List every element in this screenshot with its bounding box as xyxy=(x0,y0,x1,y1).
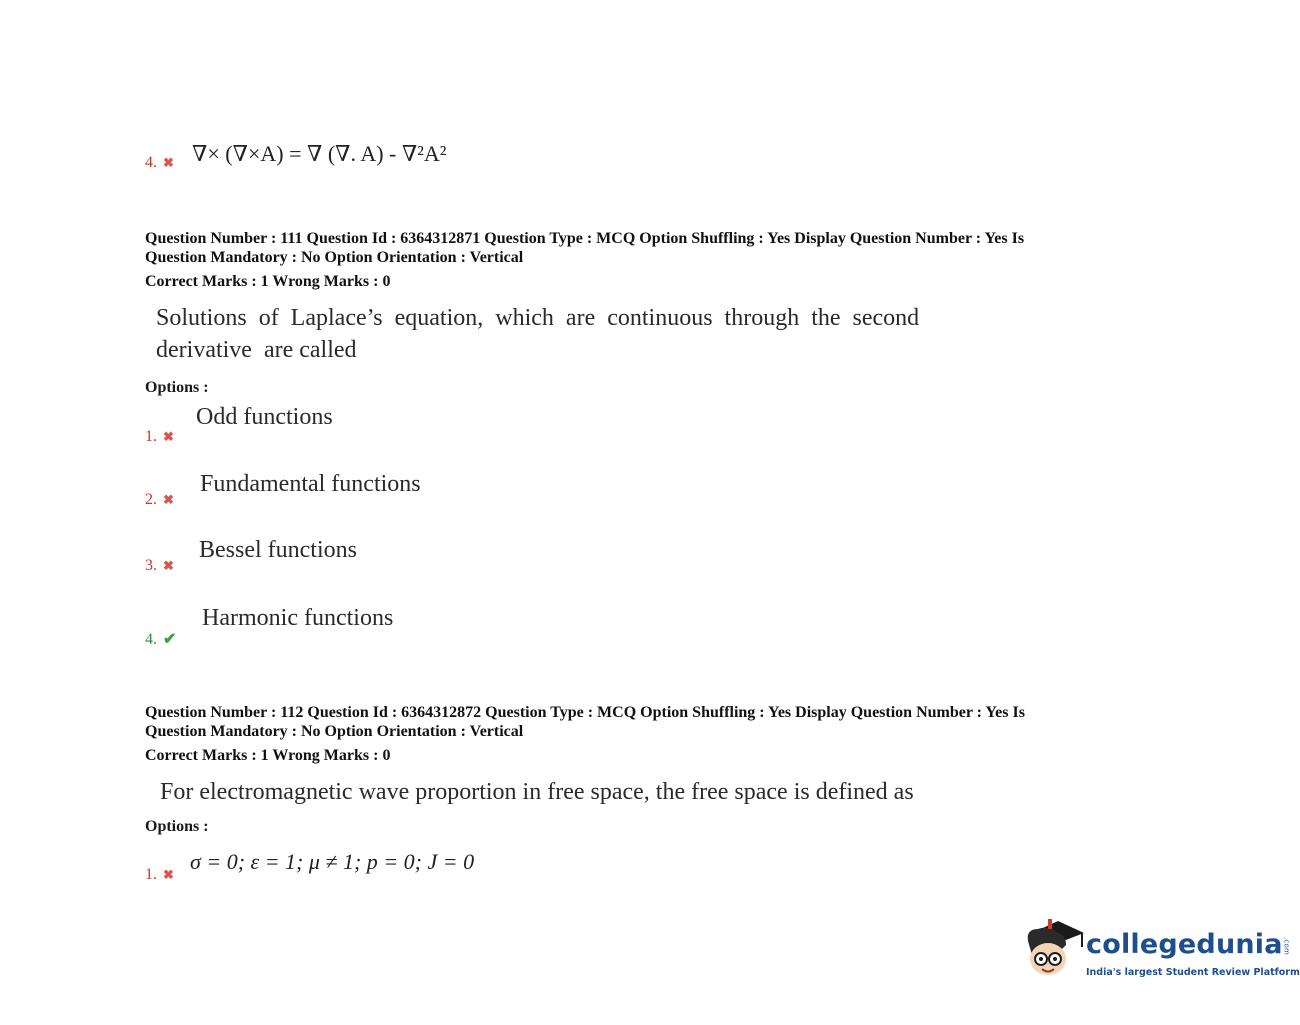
mascot-icon xyxy=(1022,915,1084,987)
option-number: 3. xyxy=(145,557,157,574)
q111-question-line1: Solutions of Laplace’s equation, which are continuous through the second xyxy=(156,305,920,331)
q111-meta-line1: Question Number : 111 Question Id : 6364312871 Question Type : MCQ Option Shuffling : Yes Display Question Number : Yes Is xyxy=(145,230,1025,247)
q112-question: For electromagnetic wave proportion in free space, the free space is defined as xyxy=(160,779,914,805)
q112-marks: Correct Marks : 1 Wrong Marks : 0 xyxy=(145,747,391,764)
logo-tagline: India's largest Student Review Platform xyxy=(1086,967,1300,978)
q111-option-2-number xyxy=(145,491,174,509)
logo-suffix: .com xyxy=(1282,936,1291,955)
q111-option-3-text: Bessel functions xyxy=(199,537,357,563)
option-number: 2. xyxy=(145,491,157,508)
prev-option-4-number xyxy=(145,154,174,172)
option-number: 1. xyxy=(145,866,157,883)
logo-name: collegedunia xyxy=(1086,929,1283,960)
collegedunia-logo xyxy=(1022,915,1300,995)
q111-option-3-number xyxy=(145,557,174,575)
q111-question-line2: derivative are called xyxy=(156,337,357,363)
q111-marks: Correct Marks : 1 Wrong Marks : 0 xyxy=(145,273,391,290)
prev-option-4-text: ∇× (∇×A) = ∇ (∇. A) - ∇²A² xyxy=(192,141,447,166)
q112-options-label: Options : xyxy=(145,818,209,835)
logo-wordmark xyxy=(1086,929,1291,960)
q111-option-2-text: Fundamental functions xyxy=(200,471,421,497)
check-mark-icon: ✔ xyxy=(163,631,177,648)
q111-question xyxy=(156,302,976,366)
q111-options-label: Options : xyxy=(145,379,209,396)
wrong-mark-icon: ✖ xyxy=(163,429,174,444)
q111-option-1-text: Odd functions xyxy=(196,404,333,430)
q111-option-4-text: Harmonic functions xyxy=(202,605,394,631)
wrong-mark-icon: ✖ xyxy=(163,155,174,170)
q112-option-1-text: σ = 0; ε = 1; μ ≠ 1; p = 0; J = 0 xyxy=(190,849,475,874)
q111-meta xyxy=(145,229,1145,267)
wrong-mark-icon: ✖ xyxy=(163,867,174,882)
q111-option-4-number xyxy=(145,629,176,649)
wrong-mark-icon: ✖ xyxy=(163,492,174,507)
q112-meta-line2: Question Mandatory : No Option Orientation : Vertical xyxy=(145,723,524,740)
q111-option-1-number xyxy=(145,428,174,446)
option-number: 1. xyxy=(145,428,157,445)
q112-option-1-number xyxy=(145,866,174,884)
option-number: 4. xyxy=(145,631,157,648)
option-number: 4. xyxy=(145,154,157,171)
wrong-mark-icon: ✖ xyxy=(163,558,174,573)
q111-meta-line2: Question Mandatory : No Option Orientation : Vertical xyxy=(145,249,524,266)
q112-meta-line1: Question Number : 112 Question Id : 6364312872 Question Type : MCQ Option Shuffling : Yes Display Question Number : Yes Is xyxy=(145,704,1025,721)
q112-meta xyxy=(145,703,1145,741)
